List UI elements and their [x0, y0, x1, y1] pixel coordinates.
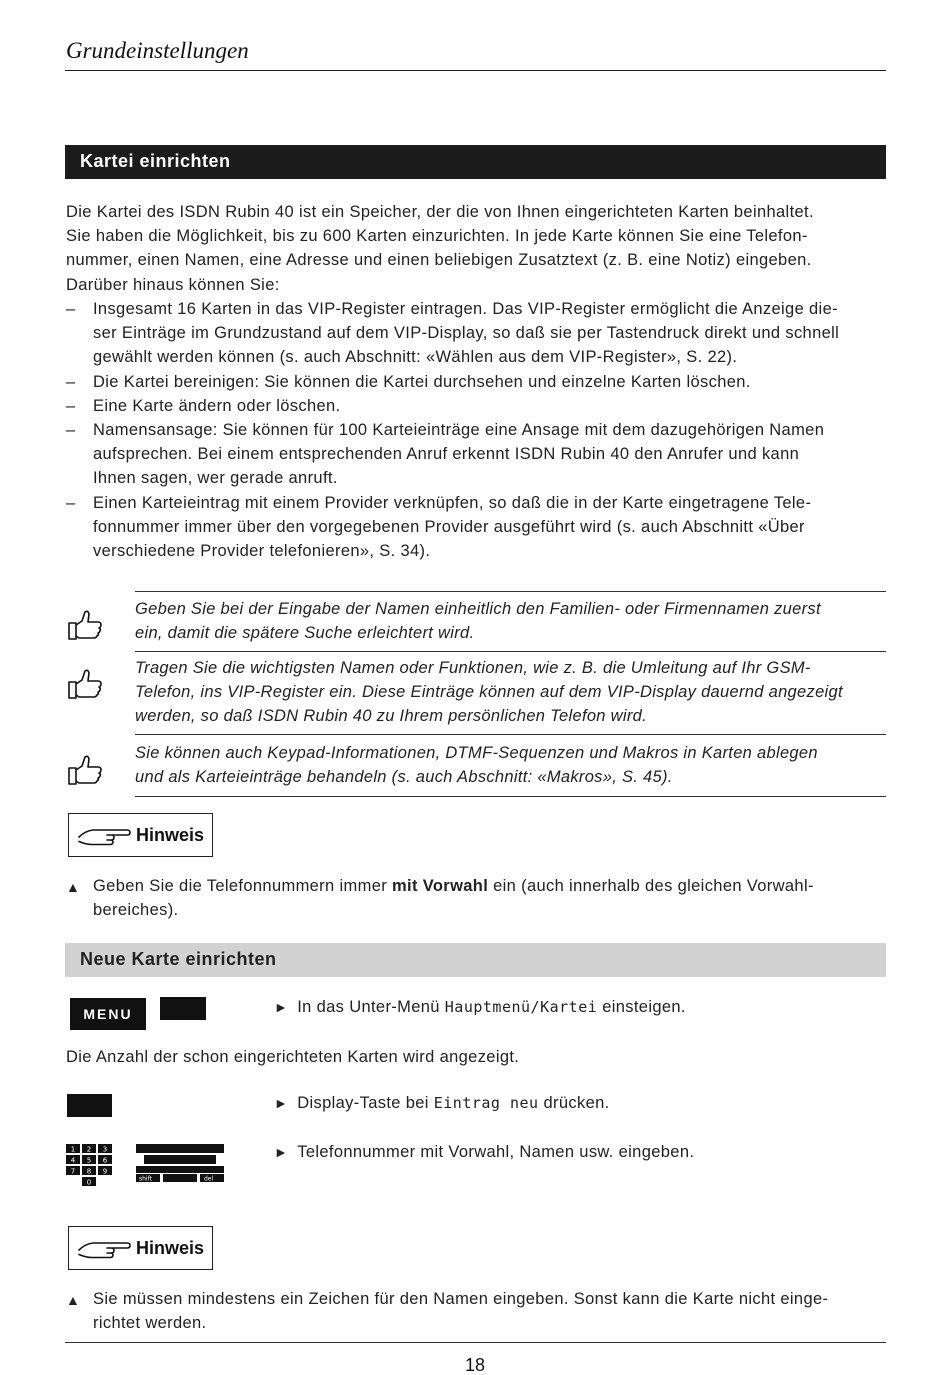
numeric-keypad-icon[interactable]: [66, 1144, 114, 1187]
display-key[interactable]: [160, 997, 206, 1020]
list-item: [66, 491, 886, 564]
keypad-digit: 8: [86, 1167, 92, 1176]
keypad-digit: 5: [86, 1156, 92, 1165]
warning-text: [66, 1287, 886, 1335]
tip-text: [135, 656, 886, 729]
thumbs-up-icon: [66, 608, 104, 642]
dash-marker: –: [66, 493, 76, 512]
keypad-digit: 3: [102, 1145, 108, 1154]
menu-key[interactable]: MENU: [70, 998, 146, 1030]
step-arrow-icon: ►: [274, 999, 289, 1015]
del-key-label: del: [204, 1175, 214, 1182]
tip-text: [135, 741, 886, 789]
warning-text-part: ein (auch innerhalb des gleichen Vorwahl-: [488, 877, 814, 895]
list-item-line: Namensansage: Sie können für 100 Karteieinträge eine Ansage mit dem dazugehörigen Namen: [93, 421, 825, 440]
list-item: [66, 297, 886, 370]
alpha-keypad-icon[interactable]: [136, 1144, 224, 1182]
hinweis-label: Hinweis: [136, 1238, 205, 1258]
warning-triangle-icon: ▲: [66, 1292, 81, 1308]
step-text: einsteigen.: [597, 998, 686, 1016]
tip-line: werden, so daß ISDN Rubin 40 zu Ihrem persönlichen Telefon wird.: [135, 707, 648, 726]
step-instruction: [274, 998, 686, 1017]
list-item: [66, 394, 886, 418]
step-text: drücken.: [538, 1094, 610, 1112]
hinweis-label: Hinweis: [136, 825, 205, 845]
thumbs-up-icon: [66, 753, 104, 787]
dash-marker: –: [66, 372, 76, 391]
warning-triangle-icon: ▲: [66, 879, 81, 895]
tip-divider: [135, 651, 886, 652]
warning-text-part: Geben Sie die Telefonnummern immer: [93, 877, 393, 895]
display-key[interactable]: [67, 1094, 112, 1117]
tips-bottom-rule: [135, 796, 886, 797]
warning-emphasis: mit Vorwahl: [392, 877, 489, 895]
tips-top-rule: [135, 591, 886, 592]
keypad-digit: 2: [86, 1145, 92, 1154]
intro-line: nummer, einen Namen, eine Adresse und einen beliebigen Zusatztext (z. B. eine Notiz) eingeben.: [66, 251, 812, 270]
display-text: Hauptmenü/Kartei: [444, 998, 598, 1016]
dash-marker: –: [66, 396, 76, 415]
intro-line: Sie haben die Möglichkeit, bis zu 600 Karten einzurichten. In jede Karte können Sie eine Telefon-: [66, 227, 808, 246]
keypad-digit: 9: [102, 1167, 108, 1176]
list-item-line: Einen Karteieintrag mit einem Provider verknüpfen, so daß die in der Karte eingetragene Tele-: [93, 493, 812, 512]
warning-note: [66, 874, 886, 922]
list-item-line: Insgesamt 16 Karten in das VIP-Register eintragen. Das VIP-Register ermöglicht die Anzeige die-: [93, 300, 838, 318]
tip-line: Sie können auch Keypad-Informationen, DTMF-Sequenzen und Makros in Karten ablegen: [135, 744, 818, 762]
list-item-line: Die Kartei bereinigen: Sie können die Kartei durchsehen und einzelne Karten löschen.: [93, 372, 751, 391]
pointing-hand-icon: [77, 1236, 131, 1260]
tip-divider: [135, 734, 886, 735]
hinweis-box: [68, 813, 213, 857]
info-line: Die Anzahl der schon eingerichteten Karten wird angezeigt.: [66, 1048, 520, 1066]
keypad-digit: 1: [70, 1145, 76, 1154]
dash-marker: –: [66, 421, 76, 440]
warning-text: [66, 874, 886, 922]
list-item-line: verschiedene Provider telefonieren», S. 34).: [93, 542, 431, 561]
header-rule: [65, 70, 886, 71]
step-arrow-icon: ►: [274, 1144, 289, 1160]
intro-paragraph: [66, 200, 886, 297]
list-item-line: fonnummer immer über den vorgegebenen Provider ausgeführt wird (s. auch Abschnitt «Über: [93, 517, 805, 536]
tip-text: [135, 597, 886, 645]
list-item-line: gewählt werden können (s. auch Abschnitt: «Wählen aus dem VIP-Register», S. 22).: [93, 348, 738, 367]
intro-line: Darüber hinaus können Sie:: [66, 275, 280, 294]
page-header-title: Grundeinstellungen: [66, 38, 249, 63]
step-text: Telefonnummer mit Vorwahl, Namen usw. eingeben.: [297, 1143, 695, 1161]
keypad-digit: 0: [86, 1178, 92, 1187]
warning-text-part: bereiches).: [93, 901, 179, 920]
warning-text-part: richtet werden.: [93, 1314, 207, 1333]
intro-line: Die Kartei des ISDN Rubin 40 ist ein Speicher, der die von Ihnen eingerichteten Karten beinhaltet.: [66, 203, 814, 221]
keypad-digit: 4: [70, 1156, 76, 1165]
hinweis-box: [68, 1226, 213, 1270]
keypad-digit: 7: [70, 1167, 76, 1176]
list-item-line: Eine Karte ändern oder löschen.: [93, 396, 341, 415]
list-item: [66, 418, 886, 491]
step-instruction: [274, 1143, 694, 1162]
section-heading-label: Neue Karte einrichten: [80, 949, 277, 969]
tip-line: und als Karteieinträge behandeln (s. auch Abschnitt: «Makros», S. 45).: [135, 768, 673, 787]
tip-line: Telefon, ins VIP-Register ein. Diese Einträge können auf dem VIP-Display dauernd angezeigt: [135, 683, 843, 702]
keypad-digit: 6: [102, 1156, 108, 1165]
dash-marker: –: [66, 300, 76, 318]
list-item-line: aufsprechen. Bei einem entsprechenden Anruf erkennt ISDN Rubin 40 den Anrufer und kann: [93, 445, 800, 464]
step-arrow-icon: ►: [274, 1095, 289, 1111]
section-heading-label: Kartei einrichten: [80, 151, 231, 171]
warning-text-part: Sie müssen mindestens ein Zeichen für den Namen eingeben. Sonst kann die Karte nicht einge-: [93, 1290, 829, 1308]
shift-key-label: shift: [139, 1175, 152, 1182]
section-heading-kartei: [65, 145, 886, 179]
page-number: 18: [464, 1355, 486, 1375]
step-text: In das Unter-Menü: [297, 998, 445, 1016]
step-instruction: [274, 1094, 610, 1113]
tip-line: Geben Sie bei der Eingabe der Namen einheitlich den Familien- oder Firmennamen zuerst: [135, 600, 821, 618]
pointing-hand-icon: [77, 823, 131, 847]
section-heading-neue-karte: [65, 943, 886, 977]
step-text: Display-Taste bei: [297, 1094, 434, 1112]
list-item-line: ser Einträge im Grundzustand auf dem VIP-Display, so daß sie per Tastendruck direkt und schnell: [93, 324, 840, 343]
list-item: [66, 370, 886, 394]
tip-line: ein, damit die spätere Suche erleichtert wird.: [135, 624, 475, 643]
display-text: Eintrag neu: [433, 1094, 539, 1112]
feature-list: [66, 297, 886, 563]
thumbs-up-icon: [66, 667, 104, 701]
footer-rule: [65, 1342, 886, 1343]
tip-line: Tragen Sie die wichtigsten Namen oder Funktionen, wie z. B. die Umleitung auf Ihr GSM-: [135, 659, 811, 677]
list-item-line: Ihnen sagen, wer gerade anruft.: [93, 469, 338, 488]
warning-note: [66, 1287, 886, 1335]
